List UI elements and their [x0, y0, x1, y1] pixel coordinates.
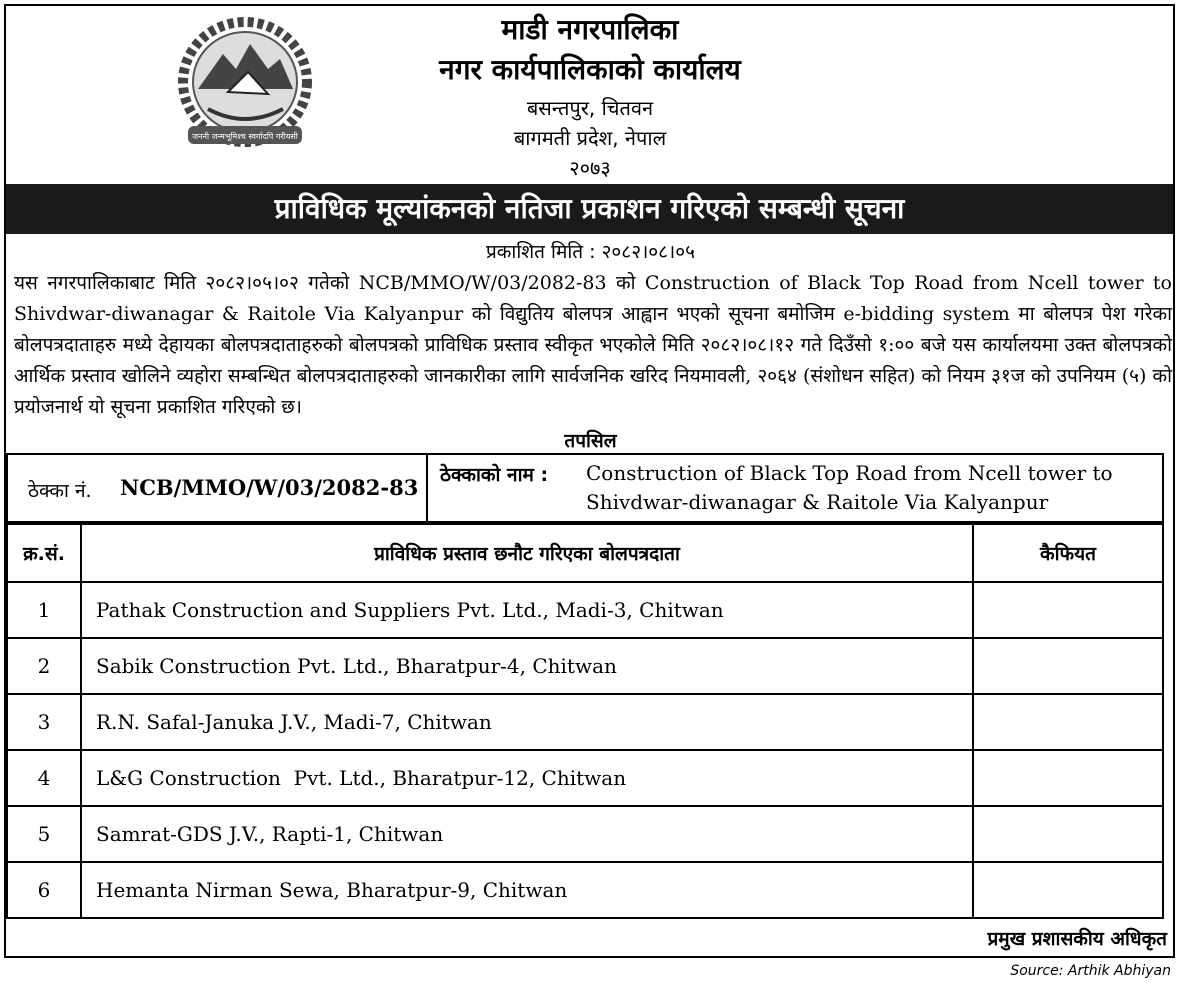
published-date: प्रकाशित मिति : २०८२।०८।०५ — [486, 241, 695, 263]
contract-number-cell — [8, 455, 428, 521]
office-name: नगर कार्यपालिकाको कार्यालय — [439, 53, 741, 86]
address-line-2: बागमती प्रदेश, नेपाल — [513, 126, 667, 150]
row-serial: 3 — [7, 694, 81, 750]
col-serial: क्र.सं. — [7, 524, 81, 582]
table-row — [7, 694, 1163, 750]
row-remark — [973, 806, 1163, 862]
notice-body: यस नगरपालिकाबाट मिति २०८२।०५।०२ गतेको NCB/MMO/W/03/2082-83 को Construction of Black Top Road from Ncell tower to Shivdwar-diwanagar & Raitole Via Kalyanpur को विद्युतिय बोलपत्र आह्वान भएको सूचना बमोजिम e-bidding system मा बोलपत्र पेश गरेका बोलपत्रदाताहरु मध्ये देहायका बोलपत्रदाताहरुको बोलपत्रको प्राविधिक प्रस्ताव स्वीकृत भएकोले मिति २०८२।०८।१२ गते दिउँसो १:०० बजे यस कार्यालयमा उक्त बोलपत्रको आर्थिक प्रस्ताव खोलिने व्यहोरा सम्बन्धित बोलपत्रदाताहरुको जानकारीका लागि सार्वजनिक खरिद नियमावली, २०६४ (संशोधन सहित) को नियम ३१ज को उपनियम (५) को प्रयोजनार्थ यो सूचना प्रकाशित गरिएको छ। — [14, 272, 1172, 418]
row-remark — [973, 582, 1163, 638]
emblem-motto: जननी जन्मभूमिश्च स्वर्गादपि गरीयसी — [192, 132, 298, 141]
col-bidder: प्राविधिक प्रस्ताव छनौट गरिएका बोलपत्रदाता — [81, 524, 973, 582]
table-header-row — [7, 524, 1163, 582]
contract-info-box — [6, 453, 1164, 523]
row-serial: 2 — [7, 638, 81, 694]
row-bidder: L&G Construction Pvt. Ltd., Bharatpur-12, Chitwan — [81, 750, 973, 806]
notice-title: प्राविधिक मूल्यांकनको नतिजा प्रकाशन गरिएको सम्बन्धी सूचना — [6, 184, 1173, 234]
table-row — [7, 750, 1163, 806]
row-bidder: Pathak Construction and Suppliers Pvt. Ltd., Madi-3, Chitwan — [81, 582, 973, 638]
bidders-table — [6, 523, 1164, 919]
established-year: २०७३ — [569, 156, 611, 180]
source-credit: Source: Arthik Abhiyan — [1010, 963, 1171, 979]
row-serial: 4 — [7, 750, 81, 806]
row-bidder: Hemanta Nirman Sewa, Bharatpur-9, Chitwan — [81, 862, 973, 918]
table-row — [7, 806, 1163, 862]
row-serial: 6 — [7, 862, 81, 918]
table-row — [7, 862, 1163, 918]
table-row — [7, 582, 1163, 638]
col-remarks: कैफियत — [973, 524, 1163, 582]
contract-number-label: ठेक्का नं. — [28, 480, 92, 502]
contract-name-value: Construction of Black Top Road from Ncell tower to Shivdwar-diwanagar & Raitole Via Kalyanpur — [586, 461, 1113, 514]
row-serial: 1 — [7, 582, 81, 638]
row-serial: 5 — [7, 806, 81, 862]
signatory-title: प्रमुख प्रशासकीय अधिकृत — [987, 928, 1167, 950]
row-remark — [973, 694, 1163, 750]
row-remark — [973, 750, 1163, 806]
table-row — [7, 638, 1163, 694]
row-remark — [973, 638, 1163, 694]
row-remark — [973, 862, 1163, 918]
row-bidder: Samrat-GDS J.V., Rapti-1, Chitwan — [81, 806, 973, 862]
row-bidder: Sabik Construction Pvt. Ltd., Bharatpur-4, Chitwan — [81, 638, 973, 694]
contract-name-label: ठेक्काको नाम : — [440, 464, 549, 486]
row-bidder: R.N. Safal-Januka J.V., Madi-7, Chitwan — [81, 694, 973, 750]
nepal-emblem-icon — [168, 14, 322, 154]
details-heading: तपसिल — [564, 430, 617, 452]
municipality-name: माडी नगरपालिका — [501, 13, 679, 46]
address-line-1: बसन्तपुर, चितवन — [526, 96, 654, 120]
contract-number-value: NCB/MMO/W/03/2082-83 — [120, 475, 419, 500]
